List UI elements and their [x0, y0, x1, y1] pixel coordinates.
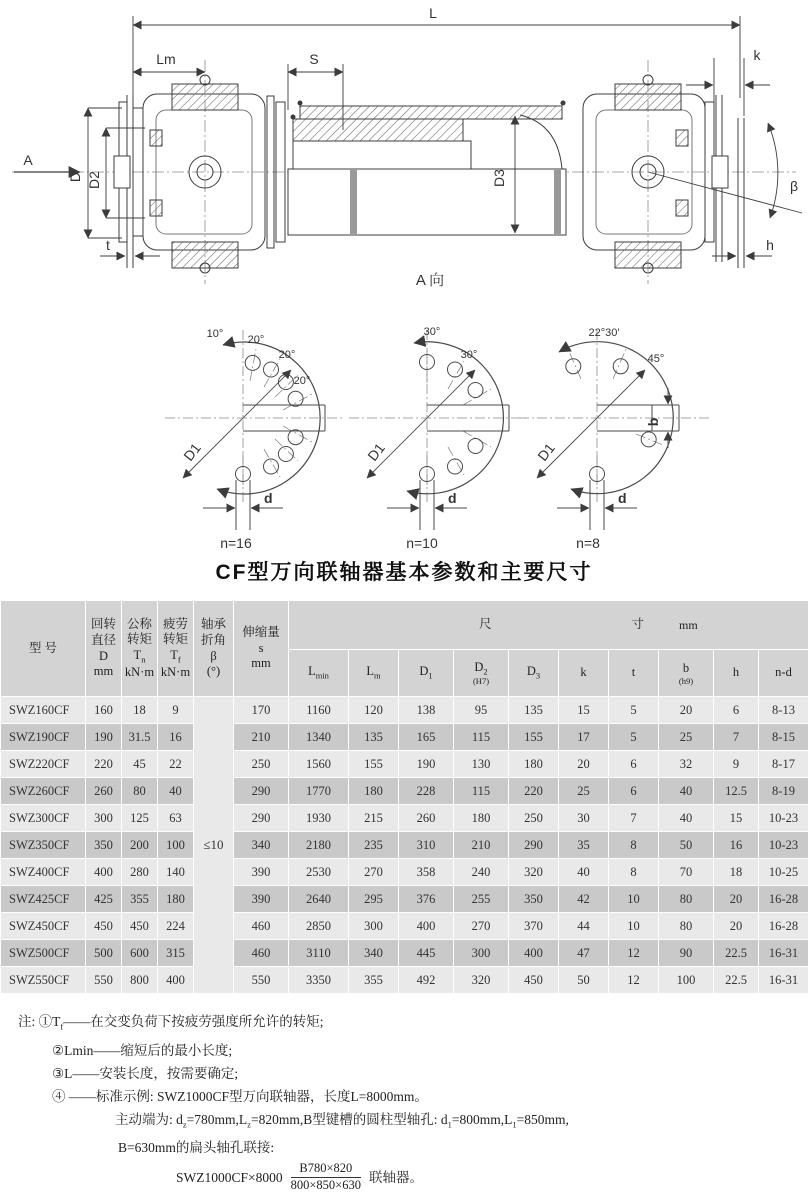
value-cell: 550 — [86, 967, 122, 994]
value-cell: 6 — [609, 778, 659, 805]
value-cell: 450 — [509, 967, 559, 994]
model-cell: SWZ400CF — [1, 859, 86, 886]
value-cell: 460 — [234, 940, 289, 967]
value-cell: 80 — [659, 913, 714, 940]
value-cell: 50 — [659, 832, 714, 859]
value-cell: 15 — [714, 805, 759, 832]
note-line: ④ ——标准示例: SWZ1000CF型万向联轴器，长度L=8000mm。 — [18, 1085, 808, 1108]
dim-L-label: L — [429, 5, 437, 21]
table-row — [1, 859, 808, 886]
header-subcol: h — [714, 650, 759, 697]
flange-diagram-n8 — [519, 330, 712, 530]
formula-right: 联轴器。 — [369, 1166, 423, 1189]
angle-label: 45° — [648, 353, 665, 365]
dim-h-label: h — [766, 237, 774, 253]
header-subcol: $L_m$ — [349, 650, 399, 697]
value-cell: 2850 — [289, 913, 349, 940]
value-cell: 390 — [234, 886, 289, 913]
value-cell: 400 — [399, 913, 454, 940]
value-cell: 44 — [559, 913, 609, 940]
value-cell: 1930 — [289, 805, 349, 832]
value-cell: 10-23 — [759, 805, 808, 832]
value-cell: 180 — [158, 886, 194, 913]
value-cell: 358 — [399, 859, 454, 886]
value-cell: 160 — [86, 697, 122, 724]
value-cell: 100 — [659, 967, 714, 994]
value-cell: 100 — [158, 832, 194, 859]
flange-diagram-n10 — [349, 330, 529, 530]
value-cell: 12 — [609, 940, 659, 967]
value-cell: 260 — [399, 805, 454, 832]
value-cell: 370 — [509, 913, 559, 940]
formula-denominator: 800×850×630 — [291, 1178, 361, 1194]
value-cell: 300 — [86, 805, 122, 832]
header-fatigue-torque: 疲劳 转矩 $T_f$ kN·m — [158, 601, 194, 697]
value-cell: 135 — [349, 724, 399, 751]
value-cell: 500 — [86, 940, 122, 967]
value-cell: 390 — [234, 859, 289, 886]
value-cell: 140 — [158, 859, 194, 886]
value-cell: 16-31 — [759, 967, 808, 994]
header-subcol: $D_3$ — [509, 650, 559, 697]
middle-shaft-section — [267, 96, 566, 248]
value-cell: 12 — [609, 967, 659, 994]
value-cell: 80 — [659, 886, 714, 913]
header-subcol: $L_{min}$ — [289, 650, 349, 697]
value-cell: 20 — [714, 913, 759, 940]
value-cell: 290 — [234, 805, 289, 832]
dim-d-label: d — [264, 490, 273, 506]
value-cell: 300 — [349, 913, 399, 940]
value-cell: 300 — [454, 940, 509, 967]
value-cell: 255 — [454, 886, 509, 913]
value-cell: 25 — [659, 724, 714, 751]
notes-section — [0, 994, 808, 1194]
value-cell: 190 — [86, 724, 122, 751]
note-line: 注: $①T_f——$在交变负荷下按疲劳强度所允许的转矩; — [18, 1010, 808, 1039]
value-cell: 40 — [559, 859, 609, 886]
right-universal-joint — [583, 75, 744, 273]
flange-n-label: n=10 — [406, 535, 438, 551]
dim-d-label: d — [448, 490, 457, 506]
dim-t-label: t — [106, 237, 110, 253]
value-cell: 8-17 — [759, 751, 808, 778]
value-cell: 70 — [659, 859, 714, 886]
dim-beta-label: β — [790, 178, 798, 194]
value-cell: 250 — [234, 751, 289, 778]
value-cell: 8 — [609, 832, 659, 859]
header-subcol: t — [609, 650, 659, 697]
value-cell: 310 — [399, 832, 454, 859]
model-cell: SWZ260CF — [1, 778, 86, 805]
value-cell: 2530 — [289, 859, 349, 886]
value-cell: 10-25 — [759, 859, 808, 886]
value-cell: 445 — [399, 940, 454, 967]
note-line: 主动端为: $d_z=780mm,L_z=820mm,B$型键槽的圆柱型轴孔: $d_1=800mm,L_1=850mm$, — [18, 1108, 808, 1137]
formula-numerator: B780×820 — [291, 1161, 361, 1178]
value-cell: 315 — [158, 940, 194, 967]
angle-label: 30° — [461, 349, 478, 361]
dim-D1-label: D1 — [364, 440, 388, 464]
value-cell: 550 — [234, 967, 289, 994]
value-cell: 25 — [559, 778, 609, 805]
value-cell: 45 — [122, 751, 158, 778]
value-cell: 5 — [609, 724, 659, 751]
value-cell: 190 — [399, 751, 454, 778]
value-cell: 240 — [454, 859, 509, 886]
table-header-row-1 — [1, 601, 808, 650]
value-cell: 50 — [559, 967, 609, 994]
value-cell: 18 — [714, 859, 759, 886]
angle-label: 20° — [294, 375, 311, 387]
parameters-table — [0, 600, 808, 994]
value-cell: 80 — [122, 778, 158, 805]
model-cell: SWZ300CF — [1, 805, 86, 832]
value-cell: 16-28 — [759, 913, 808, 940]
header-diameter: 回转 直径 D mm — [86, 601, 122, 697]
value-cell: 90 — [659, 940, 714, 967]
value-cell: 3350 — [289, 967, 349, 994]
value-cell: 180 — [454, 805, 509, 832]
value-cell: 355 — [122, 886, 158, 913]
view-caption: A 向 — [416, 272, 444, 289]
value-cell: 18 — [122, 697, 158, 724]
value-cell: 350 — [509, 886, 559, 913]
value-cell: 180 — [349, 778, 399, 805]
note-line: B=630mm的扁头轴孔联接: — [18, 1136, 808, 1159]
flange-n-label: n=16 — [220, 535, 252, 551]
value-cell: 260 — [86, 778, 122, 805]
note-line: ③L——安装长度，按需要确定; — [18, 1062, 808, 1085]
technical-drawing — [0, 0, 808, 556]
table-row — [1, 697, 808, 724]
note-line: ②Lmin——缩短后的最小长度; — [18, 1039, 808, 1062]
value-cell: 165 — [399, 724, 454, 751]
value-cell: 270 — [349, 859, 399, 886]
value-cell: 31.5 — [122, 724, 158, 751]
value-cell: 7 — [609, 805, 659, 832]
value-cell: 17 — [559, 724, 609, 751]
dim-D-label: D — [67, 172, 83, 182]
value-cell: 492 — [399, 967, 454, 994]
table-row — [1, 913, 808, 940]
value-cell: 10 — [609, 913, 659, 940]
value-cell: 22 — [158, 751, 194, 778]
angle-label: 20° — [279, 349, 296, 361]
value-cell: 1160 — [289, 697, 349, 724]
left-universal-joint — [114, 75, 265, 273]
dim-Lm-label: Lm — [156, 51, 175, 67]
value-cell: 10 — [609, 886, 659, 913]
value-cell: 1560 — [289, 751, 349, 778]
value-cell: 9 — [158, 697, 194, 724]
dim-D3-label: D3 — [491, 169, 507, 187]
value-cell: 16-31 — [759, 940, 808, 967]
value-cell: 20 — [659, 697, 714, 724]
value-cell: 376 — [399, 886, 454, 913]
value-cell: 20 — [714, 886, 759, 913]
value-cell: 8-19 — [759, 778, 808, 805]
value-cell: 400 — [158, 967, 194, 994]
value-cell: 115 — [454, 778, 509, 805]
dim-D2-label: D2 — [86, 171, 102, 189]
header-subcol: $D_2$ (H7) — [454, 650, 509, 697]
header-subcol: b (h9) — [659, 650, 714, 697]
value-cell: 138 — [399, 697, 454, 724]
dim-b-label: b — [645, 418, 661, 427]
table-row — [1, 967, 808, 994]
header-subcol: k — [559, 650, 609, 697]
value-cell: 16-28 — [759, 886, 808, 913]
view-arrow-label: A — [23, 152, 33, 168]
value-cell: 6 — [609, 751, 659, 778]
table-row — [1, 751, 808, 778]
table-row — [1, 886, 808, 913]
value-cell: 800 — [122, 967, 158, 994]
dim-D1-label: D1 — [180, 440, 204, 464]
value-cell: 30 — [559, 805, 609, 832]
value-cell: 10-23 — [759, 832, 808, 859]
value-cell: 135 — [509, 697, 559, 724]
header-subcol: n-d — [759, 650, 808, 697]
flange-n8-labels — [534, 327, 664, 551]
value-cell: 180 — [509, 751, 559, 778]
dim-k-label: k — [754, 47, 762, 63]
model-cell: SWZ450CF — [1, 913, 86, 940]
value-cell: 450 — [86, 913, 122, 940]
value-cell: 15 — [559, 697, 609, 724]
table-body — [1, 697, 808, 994]
model-cell: SWZ550CF — [1, 967, 86, 994]
angle-label: 10° — [207, 328, 224, 340]
value-cell: 63 — [158, 805, 194, 832]
value-cell: 20 — [559, 751, 609, 778]
formula-left: SWZ1000CF×8000 — [176, 1166, 283, 1189]
value-cell: 295 — [349, 886, 399, 913]
value-cell: 220 — [509, 778, 559, 805]
model-cell: SWZ425CF — [1, 886, 86, 913]
value-cell: 6 — [714, 697, 759, 724]
value-cell: 5 — [609, 697, 659, 724]
value-cell: 40 — [158, 778, 194, 805]
model-cell: SWZ500CF — [1, 940, 86, 967]
value-cell: 42 — [559, 886, 609, 913]
formula-fraction — [291, 1161, 361, 1193]
value-cell: 355 — [349, 967, 399, 994]
table-row — [1, 724, 808, 751]
flange-diagram-n16 — [165, 330, 345, 530]
flange-n10-labels — [364, 326, 477, 551]
value-cell: 47 — [559, 940, 609, 967]
angle-label: 30° — [424, 326, 441, 338]
value-cell: 200 — [122, 832, 158, 859]
value-cell: 350 — [86, 832, 122, 859]
header-extension: 伸缩量 s mm — [234, 601, 289, 697]
value-cell: 130 — [454, 751, 509, 778]
value-cell: 170 — [234, 697, 289, 724]
value-cell: 400 — [86, 859, 122, 886]
value-cell: 125 — [122, 805, 158, 832]
value-cell: 8-13 — [759, 697, 808, 724]
value-cell: 95 — [454, 697, 509, 724]
page-title: CF型万向联轴器基本参数和主要尺寸 — [0, 558, 808, 588]
value-cell: 9 — [714, 751, 759, 778]
value-cell: 22.5 — [714, 940, 759, 967]
value-cell: 120 — [349, 697, 399, 724]
value-cell: 600 — [122, 940, 158, 967]
model-cell: SWZ190CF — [1, 724, 86, 751]
value-cell: 220 — [86, 751, 122, 778]
table-row — [1, 805, 808, 832]
value-cell: 155 — [349, 751, 399, 778]
table-row — [1, 940, 808, 967]
value-cell: 2180 — [289, 832, 349, 859]
value-cell: 340 — [349, 940, 399, 967]
header-model: 型 号 — [1, 601, 86, 697]
value-cell: 8-15 — [759, 724, 808, 751]
value-cell: 224 — [158, 913, 194, 940]
angle-label: 20° — [248, 334, 265, 346]
dim-d-label: d — [618, 490, 627, 506]
table-row — [1, 778, 808, 805]
designation-formula — [18, 1161, 808, 1193]
value-cell: 290 — [234, 778, 289, 805]
value-cell: 1770 — [289, 778, 349, 805]
value-cell: 35 — [559, 832, 609, 859]
value-cell: 250 — [509, 805, 559, 832]
header-dimensions-group: 尺 寸 mm — [289, 601, 808, 650]
beta-merged-cell: ≤10 — [194, 697, 234, 994]
value-cell: 40 — [659, 805, 714, 832]
value-cell: 12.5 — [714, 778, 759, 805]
value-cell: 3110 — [289, 940, 349, 967]
value-cell: 215 — [349, 805, 399, 832]
value-cell: 270 — [454, 913, 509, 940]
value-cell: 1340 — [289, 724, 349, 751]
model-cell: SWZ350CF — [1, 832, 86, 859]
value-cell: 210 — [454, 832, 509, 859]
model-cell: SWZ220CF — [1, 751, 86, 778]
dim-D1-label: D1 — [534, 440, 558, 464]
flange-n-label: n=8 — [576, 535, 600, 551]
dim-S-label: S — [309, 51, 318, 67]
value-cell: 320 — [454, 967, 509, 994]
value-cell: 400 — [509, 940, 559, 967]
header-subcol: $D_1$ — [399, 650, 454, 697]
coupling-drawing-svg — [0, 0, 808, 556]
value-cell: 115 — [454, 724, 509, 751]
value-cell: 16 — [158, 724, 194, 751]
value-cell: 450 — [122, 913, 158, 940]
value-cell: 460 — [234, 913, 289, 940]
value-cell: 32 — [659, 751, 714, 778]
value-cell: 22.5 — [714, 967, 759, 994]
value-cell: 155 — [509, 724, 559, 751]
value-cell: 228 — [399, 778, 454, 805]
value-cell: 320 — [509, 859, 559, 886]
header-nominal-torque: 公称 转矩 $T_n$ kN·m — [122, 601, 158, 697]
value-cell: 280 — [122, 859, 158, 886]
table-header — [1, 601, 808, 697]
angle-label: 22°30′ — [589, 327, 620, 339]
value-cell: 40 — [659, 778, 714, 805]
header-bearing-angle: 轴承 折角 β (°) — [194, 601, 234, 697]
value-cell: 425 — [86, 886, 122, 913]
value-cell: 235 — [349, 832, 399, 859]
value-cell: 340 — [234, 832, 289, 859]
model-cell: SWZ160CF — [1, 697, 86, 724]
value-cell: 210 — [234, 724, 289, 751]
table-row — [1, 832, 808, 859]
value-cell: 7 — [714, 724, 759, 751]
value-cell: 290 — [509, 832, 559, 859]
value-cell: 16 — [714, 832, 759, 859]
value-cell: 2640 — [289, 886, 349, 913]
value-cell: 8 — [609, 859, 659, 886]
